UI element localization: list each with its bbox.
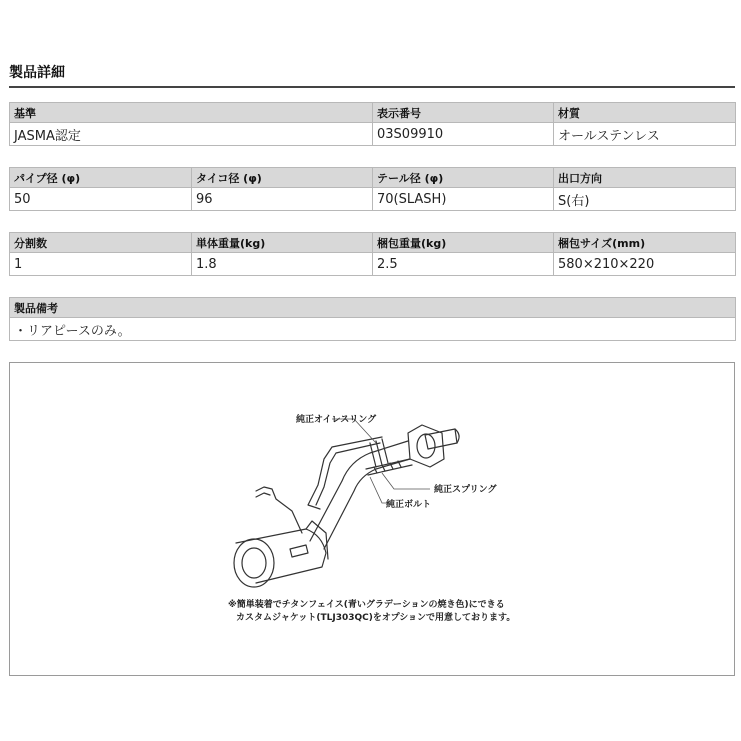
figure-note-line-2: カスタムジャケット(TLJ303QC)をオプションで用意しております。 bbox=[236, 613, 516, 623]
table-header-row bbox=[10, 233, 736, 253]
value-split-count: 1 bbox=[10, 253, 192, 276]
exhaust-diagram bbox=[10, 363, 734, 675]
header-standard: 基準 bbox=[10, 103, 373, 123]
header-display-number: 表示番号 bbox=[373, 103, 554, 123]
callout-spring: 純正スプリング bbox=[434, 485, 497, 495]
spring bbox=[366, 459, 412, 475]
value-package-weight: 2.5 bbox=[373, 253, 554, 276]
main-pipe-upper bbox=[310, 441, 408, 541]
value-package-size: 580×210×220 bbox=[554, 253, 736, 276]
flange bbox=[408, 425, 444, 467]
value-standard: JASMA認定 bbox=[10, 123, 373, 146]
table-header-row bbox=[10, 298, 736, 318]
callout-bolt: 純正ボルト bbox=[386, 500, 432, 510]
header-pipe-diameter: パイプ径 (φ) bbox=[10, 168, 192, 188]
value-material: オールステンレス bbox=[554, 123, 736, 146]
header-drum-diameter: タイコ径 (φ) bbox=[192, 168, 373, 188]
title-divider bbox=[9, 86, 735, 88]
dimensions-table bbox=[9, 167, 736, 211]
table-header-row bbox=[10, 168, 736, 188]
value-display-number: 03S09910 bbox=[373, 123, 554, 146]
remarks-table bbox=[9, 297, 736, 341]
callout-oil-ring: 純正オイレスリング bbox=[296, 415, 377, 425]
value-unit-weight: 1.8 bbox=[192, 253, 373, 276]
table-row bbox=[10, 188, 736, 211]
brand-plate bbox=[290, 545, 308, 557]
header-unit-weight: 単体重量(kg) bbox=[192, 233, 373, 253]
tail-outer bbox=[234, 539, 274, 587]
value-exit-direction: S(右) bbox=[554, 188, 736, 211]
callout-line-spring bbox=[382, 473, 430, 489]
table-row bbox=[10, 318, 736, 341]
header-split-count: 分割数 bbox=[10, 233, 192, 253]
value-remarks: ・リアピースのみ。 bbox=[10, 318, 736, 341]
value-tail-diameter: 70(SLASH) bbox=[373, 188, 554, 211]
header-exit-direction: 出口方向 bbox=[554, 168, 736, 188]
section-title: 製品詳細 bbox=[9, 65, 65, 81]
header-package-weight: 梱包重量(kg) bbox=[373, 233, 554, 253]
table-row bbox=[10, 253, 736, 276]
header-package-size: 梱包サイズ(mm) bbox=[554, 233, 736, 253]
header-material: 材質 bbox=[554, 103, 736, 123]
header-tail-diameter: テール径 (φ) bbox=[373, 168, 554, 188]
tail-inner bbox=[242, 548, 266, 578]
value-drum-diameter: 96 bbox=[192, 188, 373, 211]
tail-hanger-2 bbox=[256, 493, 270, 497]
table-row bbox=[10, 123, 736, 146]
product-diagram-box bbox=[9, 362, 735, 676]
weights-table bbox=[9, 232, 736, 276]
figure-note bbox=[228, 599, 515, 625]
standards-table bbox=[9, 102, 736, 146]
header-remarks: 製品備考 bbox=[10, 298, 736, 318]
table-header-row bbox=[10, 103, 736, 123]
value-pipe-diameter: 50 bbox=[10, 188, 192, 211]
figure-note-line-1: ※簡単装着でチタンフェイス(青いグラデーションの焼き色)にできる bbox=[228, 600, 505, 610]
